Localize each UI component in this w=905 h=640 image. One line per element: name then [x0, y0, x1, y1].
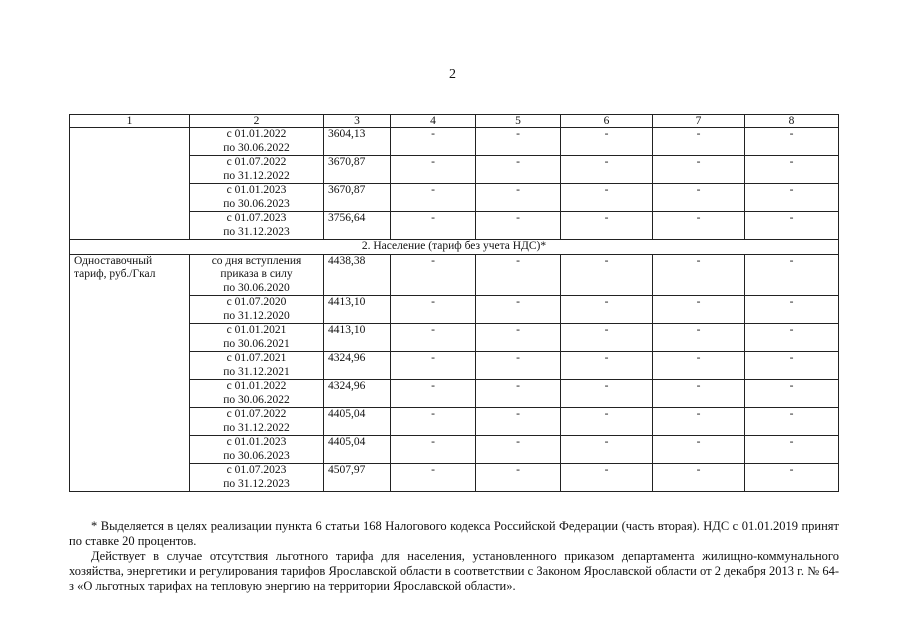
- period-line: с 01.01.2021: [226, 324, 287, 336]
- period-line: с 01.07.2023: [226, 212, 287, 224]
- period-cell: [190, 436, 324, 464]
- period-cell: [190, 324, 324, 352]
- empty-value-cell: -: [745, 408, 839, 436]
- empty-value-cell: -: [561, 254, 653, 296]
- period-cell: [190, 464, 324, 492]
- period-line: со дня вступления: [211, 254, 302, 267]
- footnote-applicability: Действует в случае отсутствия льготного тарифа для населения, установленного приказом департамента жилищно-коммунального хозяйства, энергетики и регулирования тарифов Ярославской области в соответствии с Законом Ярославской области от 2 декабря 2013 г. № 64-з «О льготных тарифах на тепловую энергию на территории Ярославской области».: [69, 549, 839, 593]
- empty-value-cell: -: [653, 436, 745, 464]
- tariff-value-cell: 3670,87: [324, 184, 391, 212]
- page-number: 2: [449, 67, 456, 82]
- empty-value-cell: -: [561, 296, 653, 324]
- tariff-table: [69, 114, 839, 492]
- empty-value-cell: -: [653, 184, 745, 212]
- empty-value-cell: -: [561, 128, 653, 156]
- section-title: 2. Население (тариф без учета НДС)*: [70, 240, 839, 255]
- empty-value-cell: -: [653, 156, 745, 184]
- period-line: по 30.06.2020: [223, 281, 290, 294]
- table-body: [70, 128, 839, 492]
- empty-value-cell: -: [561, 184, 653, 212]
- empty-value-cell: -: [561, 324, 653, 352]
- tariff-value-cell: 4413,10: [324, 324, 391, 352]
- section-row: [70, 240, 839, 255]
- period-cell: [190, 128, 324, 156]
- column-header: 1: [70, 115, 190, 128]
- tariff-value-cell: 3756,64: [324, 212, 391, 240]
- row-label-cell: [70, 128, 190, 240]
- empty-value-cell: -: [561, 436, 653, 464]
- period-cell: [190, 380, 324, 408]
- tariff-value-cell: 4324,96: [324, 352, 391, 380]
- empty-value-cell: -: [653, 324, 745, 352]
- period-line: по 30.06.2023: [223, 449, 290, 462]
- period-line: по 30.06.2023: [223, 197, 290, 210]
- period-line: по 30.06.2022: [223, 393, 290, 406]
- empty-value-cell: -: [653, 464, 745, 492]
- period-cell: [190, 156, 324, 184]
- period-line: с 01.01.2023: [226, 184, 287, 196]
- tariff-value-cell: 3670,87: [324, 156, 391, 184]
- tariff-value-cell: 4405,04: [324, 408, 391, 436]
- empty-value-cell: -: [745, 184, 839, 212]
- row-label-line: Одноставочный: [74, 254, 153, 267]
- period-line: с 01.07.2021: [226, 352, 287, 364]
- period-cell: [190, 352, 324, 380]
- period-line: по 31.12.2022: [223, 169, 290, 182]
- empty-value-cell: -: [745, 156, 839, 184]
- tariff-value-cell: 4413,10: [324, 296, 391, 324]
- empty-value-cell: -: [745, 324, 839, 352]
- empty-value-cell: -: [745, 254, 839, 296]
- empty-value-cell: -: [745, 464, 839, 492]
- empty-value-cell: -: [745, 296, 839, 324]
- empty-value-cell: -: [653, 296, 745, 324]
- empty-value-cell: -: [745, 380, 839, 408]
- period-line: с 01.07.2020: [226, 296, 287, 308]
- empty-value-cell: -: [745, 436, 839, 464]
- empty-value-cell: -: [391, 408, 476, 436]
- empty-value-cell: -: [391, 184, 476, 212]
- empty-value-cell: -: [391, 436, 476, 464]
- empty-value-cell: -: [653, 254, 745, 296]
- period-line: по 31.12.2023: [223, 225, 290, 238]
- row-label-cell: [70, 254, 190, 492]
- empty-value-cell: -: [653, 380, 745, 408]
- period-line: с 01.07.2022: [226, 156, 287, 168]
- empty-value-cell: -: [476, 436, 561, 464]
- period-cell: [190, 254, 324, 296]
- empty-value-cell: -: [476, 352, 561, 380]
- period-cell: [190, 296, 324, 324]
- empty-value-cell: -: [476, 296, 561, 324]
- column-header: 6: [561, 115, 653, 128]
- empty-value-cell: -: [476, 212, 561, 240]
- row-label-line: тариф, руб./Гкал: [74, 268, 156, 280]
- empty-value-cell: -: [391, 156, 476, 184]
- empty-value-cell: -: [476, 254, 561, 296]
- empty-value-cell: -: [561, 156, 653, 184]
- period-line: по 30.06.2022: [223, 141, 290, 154]
- empty-value-cell: -: [653, 408, 745, 436]
- empty-value-cell: -: [561, 408, 653, 436]
- empty-value-cell: -: [391, 296, 476, 324]
- header-row: [70, 115, 839, 128]
- column-header: 8: [745, 115, 839, 128]
- tariff-value-cell: 4438,38: [324, 254, 391, 296]
- column-header: 4: [391, 115, 476, 128]
- tariff-value-cell: 3604,13: [324, 128, 391, 156]
- empty-value-cell: -: [745, 352, 839, 380]
- empty-value-cell: -: [391, 128, 476, 156]
- period-cell: [190, 184, 324, 212]
- empty-value-cell: -: [391, 352, 476, 380]
- period-line: с 01.01.2023: [226, 436, 287, 448]
- table-row: [70, 254, 839, 296]
- footnote-vat: * Выделяется в целях реализации пункта 6 статьи 168 Налогового кодекса Российской Федерации (часть вторая). НДС с 01.01.2019 принят по ставке 20 процентов.: [69, 519, 839, 548]
- empty-value-cell: -: [391, 254, 476, 296]
- table-row: [70, 128, 839, 156]
- empty-value-cell: -: [476, 408, 561, 436]
- period-line: приказа в силу: [220, 268, 293, 280]
- empty-value-cell: -: [391, 464, 476, 492]
- empty-value-cell: -: [745, 212, 839, 240]
- period-cell: [190, 408, 324, 436]
- empty-value-cell: -: [561, 352, 653, 380]
- tariff-value-cell: 4324,96: [324, 380, 391, 408]
- period-line: с 01.07.2023: [226, 464, 287, 476]
- period-line: по 30.06.2021: [223, 337, 290, 350]
- empty-value-cell: -: [653, 128, 745, 156]
- period-cell: [190, 212, 324, 240]
- period-line: по 31.12.2022: [223, 421, 290, 434]
- period-line: с 01.07.2022: [226, 408, 287, 420]
- empty-value-cell: -: [476, 464, 561, 492]
- empty-value-cell: -: [561, 212, 653, 240]
- empty-value-cell: -: [476, 128, 561, 156]
- column-header: 2: [190, 115, 324, 128]
- footnotes: [69, 519, 839, 594]
- empty-value-cell: -: [391, 212, 476, 240]
- column-header: 3: [324, 115, 391, 128]
- empty-value-cell: -: [476, 184, 561, 212]
- period-line: по 31.12.2020: [223, 309, 290, 322]
- empty-value-cell: -: [391, 380, 476, 408]
- empty-value-cell: -: [653, 352, 745, 380]
- period-line: по 31.12.2023: [223, 477, 290, 490]
- tariff-value-cell: 4405,04: [324, 436, 391, 464]
- empty-value-cell: -: [561, 464, 653, 492]
- period-line: с 01.01.2022: [226, 380, 287, 392]
- tariff-value-cell: 4507,97: [324, 464, 391, 492]
- empty-value-cell: -: [476, 380, 561, 408]
- period-line: по 31.12.2021: [223, 365, 290, 378]
- column-header: 5: [476, 115, 561, 128]
- empty-value-cell: -: [745, 128, 839, 156]
- empty-value-cell: -: [653, 212, 745, 240]
- period-line: с 01.01.2022: [226, 128, 287, 140]
- empty-value-cell: -: [476, 156, 561, 184]
- empty-value-cell: -: [391, 324, 476, 352]
- column-header: 7: [653, 115, 745, 128]
- empty-value-cell: -: [561, 380, 653, 408]
- empty-value-cell: -: [476, 324, 561, 352]
